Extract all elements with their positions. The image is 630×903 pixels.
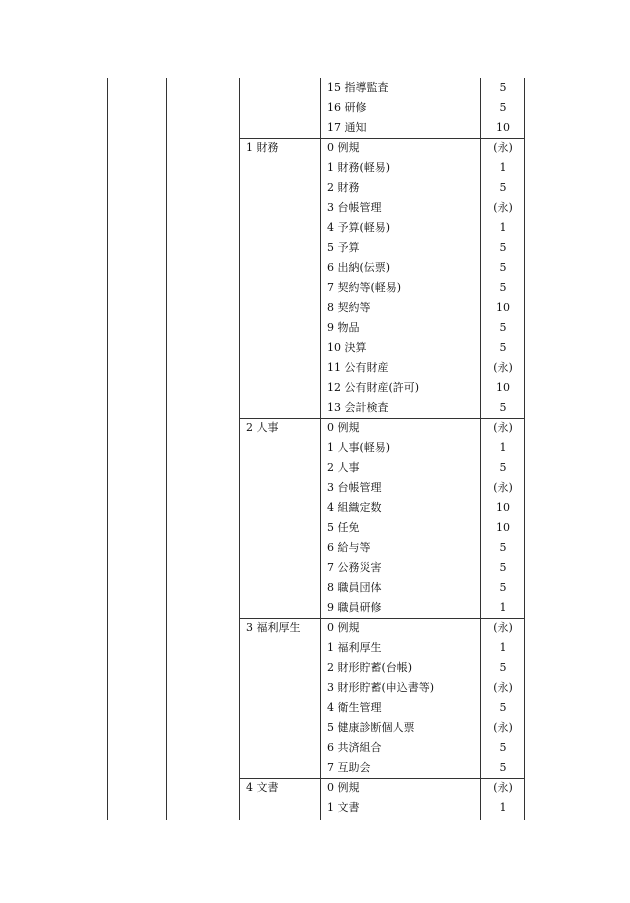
retention-value: (永): [493, 141, 513, 154]
group-label: 4 文書: [246, 781, 279, 794]
retention-value: 5: [499, 581, 507, 594]
item-label: 6 給与等: [327, 541, 371, 554]
retention-value: 1: [499, 441, 507, 454]
item-label: 6 共済組合: [327, 741, 382, 754]
item-label: 7 公務災害: [327, 561, 382, 574]
item-label: 15 指導監査: [327, 81, 389, 94]
group-label: 1 財務: [246, 141, 279, 154]
retention-value: (永): [493, 621, 513, 634]
column-border-2: [166, 78, 167, 820]
retention-value: 5: [499, 321, 507, 334]
retention-value: (永): [493, 421, 513, 434]
retention-value: 1: [499, 161, 507, 174]
item-label: 2 財形貯蓄(台帳): [327, 661, 413, 674]
item-label: 7 契約等(軽易): [327, 281, 402, 294]
column-border-6: [524, 78, 525, 820]
retention-value: 10: [496, 301, 510, 314]
item-label: 11 公有財産: [327, 361, 389, 374]
item-label: 10 決算: [327, 341, 367, 354]
retention-value: 1: [499, 601, 507, 614]
item-label: 1 福利厚生: [327, 641, 382, 654]
item-label: 1 人事(軽易): [327, 441, 391, 454]
item-label: 7 互助会: [327, 761, 371, 774]
group-label: 3 福利厚生: [246, 621, 301, 634]
item-label: 0 例規: [327, 781, 360, 794]
retention-value: 10: [496, 521, 510, 534]
retention-value: (永): [493, 721, 513, 734]
retention-value: 10: [496, 381, 510, 394]
item-label: 5 予算: [327, 241, 360, 254]
retention-value: (永): [493, 481, 513, 494]
item-label: 0 例規: [327, 621, 360, 634]
item-label: 2 人事: [327, 461, 360, 474]
column-border-3: [239, 78, 240, 820]
item-label: 2 財務: [327, 181, 360, 194]
retention-value: 5: [499, 261, 507, 274]
retention-value: 5: [499, 341, 507, 354]
column-border-4: [320, 78, 321, 820]
item-label: 12 公有財産(許可): [327, 381, 420, 394]
item-label: 5 任免: [327, 521, 360, 534]
item-label: 5 健康診断個人票: [327, 721, 415, 734]
item-label: 0 例規: [327, 141, 360, 154]
retention-value: 10: [496, 121, 510, 134]
item-label: 8 契約等: [327, 301, 371, 314]
retention-value: 10: [496, 501, 510, 514]
retention-value: 5: [499, 661, 507, 674]
retention-value: 1: [499, 641, 507, 654]
retention-value: 5: [499, 741, 507, 754]
retention-value: (永): [493, 681, 513, 694]
retention-value: 5: [499, 101, 507, 114]
group-label: 2 人事: [246, 421, 279, 434]
item-label: 0 例規: [327, 421, 360, 434]
retention-value: 1: [499, 801, 507, 814]
retention-value: 5: [499, 241, 507, 254]
item-label: 1 財務(軽易): [327, 161, 391, 174]
item-label: 4 予算(軽易): [327, 221, 391, 234]
retention-value: (永): [493, 201, 513, 214]
retention-value: 1: [499, 221, 507, 234]
item-label: 4 組織定数: [327, 501, 382, 514]
retention-value: 5: [499, 761, 507, 774]
item-label: 1 文書: [327, 801, 360, 814]
retention-value: 5: [499, 561, 507, 574]
retention-value: 5: [499, 81, 507, 94]
item-label: 6 出納(伝票): [327, 261, 391, 274]
retention-value: (永): [493, 781, 513, 794]
item-label: 4 衛生管理: [327, 701, 382, 714]
item-label: 3 台帳管理: [327, 201, 382, 214]
retention-value: 5: [499, 401, 507, 414]
item-label: 9 物品: [327, 321, 360, 334]
column-border-1: [107, 78, 108, 820]
item-label: 13 会計検査: [327, 401, 389, 414]
item-label: 3 台帳管理: [327, 481, 382, 494]
item-label: 9 職員研修: [327, 601, 382, 614]
item-label: 3 財形貯蓄(申込書等): [327, 681, 435, 694]
retention-value: 5: [499, 181, 507, 194]
column-border-5: [480, 78, 481, 820]
retention-value: 5: [499, 541, 507, 554]
retention-value: 5: [499, 701, 507, 714]
retention-value: 5: [499, 281, 507, 294]
item-label: 17 通知: [327, 121, 367, 134]
retention-value: (永): [493, 361, 513, 374]
item-label: 8 職員団体: [327, 581, 382, 594]
item-label: 16 研修: [327, 101, 367, 114]
retention-value: 5: [499, 461, 507, 474]
